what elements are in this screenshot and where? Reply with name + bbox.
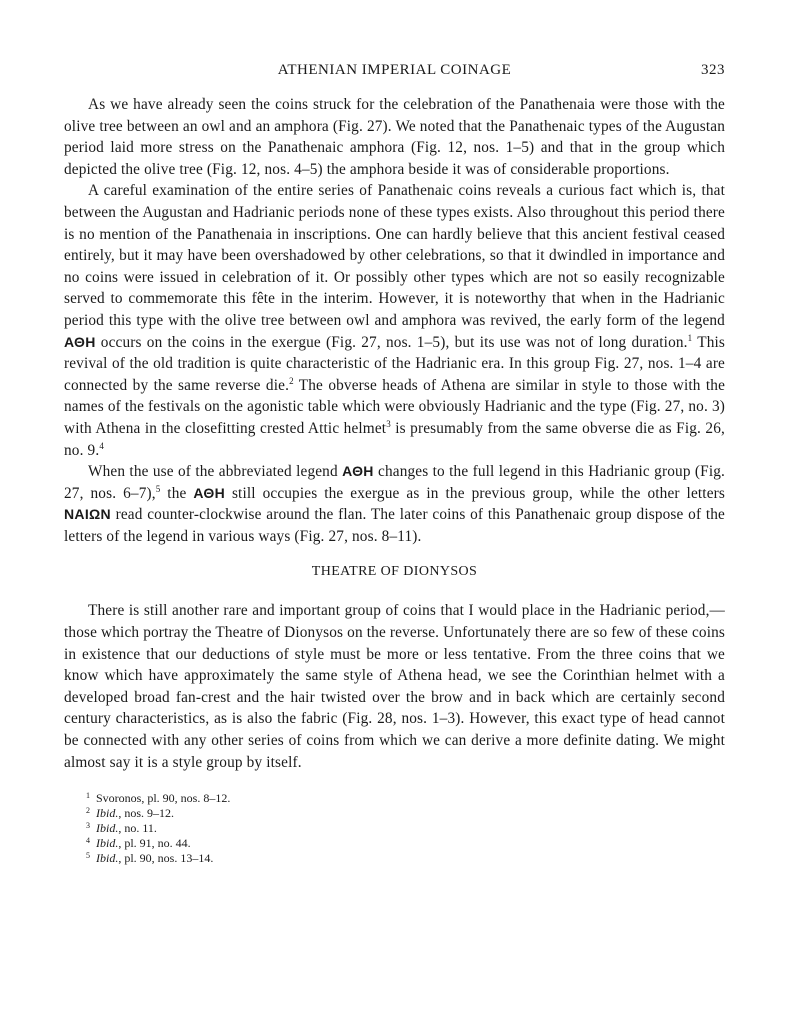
footnote-ref[interactable]: 2 xyxy=(289,375,294,386)
footnote-text: , no. 11. xyxy=(118,821,157,836)
text-run: the xyxy=(160,484,194,502)
footnote: 3 Ibid., no. 11. xyxy=(86,821,157,836)
text-run: read counter-clockwise around the flan. The later coins of this Panathenaic group dispose of the letters of the legend in various ways (Fig. 27, nos. 8–11). xyxy=(64,506,725,545)
text-run: still occupies the exergue as in the previous group, while the other letters xyxy=(225,484,725,502)
text-run: A careful examination of the entire series of Panathenaic coins reveals a curious fact which is, that between the Augustan and Hadrianic periods none of these types exists. Also throughout this period there is no mention of the Panathenaia in inscriptions. One can hardly believe that this ancient festival ceased entirely, but it may have been overshadowed by other celebrations, so that it dwindled in importance and no coins were issued in celebration of it. Or possibly other types which are not so easily recognizable served to commemorate this fête in the interim. However, it is noteworthy that when in the Hadrianic period this type with the olive tree between owl and amphora was revived, the early form of the legend xyxy=(64,182,725,329)
paragraph-abbreviated-legend xyxy=(64,461,725,547)
greek-legend: ΑΘΗ xyxy=(193,484,226,501)
footnote-text: , pl. 90, nos. 13–14. xyxy=(118,851,214,866)
footnotes xyxy=(64,791,725,866)
page xyxy=(64,56,725,866)
footnote: 5 Ibid., pl. 90, nos. 13–14. xyxy=(86,851,214,866)
footnote: 1 Svoronos, pl. 90, nos. 8–12. xyxy=(86,791,231,806)
text-run: occurs on the coins in the exergue (Fig. 27, nos. 1–5), but its use was not of long duration. xyxy=(95,333,688,351)
footnote-text: Svoronos, pl. 90, nos. 8–12. xyxy=(96,791,231,806)
footnote-ibid: Ibid. xyxy=(96,836,119,851)
footnote-ref[interactable]: 4 xyxy=(99,440,104,451)
footnote: 4 Ibid., pl. 91, no. 44. xyxy=(86,836,191,851)
greek-legend: ΑΘΗ xyxy=(64,333,96,350)
footnote-ref[interactable]: 3 xyxy=(386,418,391,429)
text-run: This revival of the old tradition is quite characteristic of the Hadrianic era. In this group Fig. 27, nos. 1–4 are connected by the same reverse die. xyxy=(64,333,725,394)
footnote: 2 Ibid., nos. 9–12. xyxy=(86,806,175,821)
page-number: 323 xyxy=(701,62,725,78)
main-text xyxy=(64,94,725,773)
footnote-ref[interactable]: 5 xyxy=(155,483,161,494)
section-heading: THEATRE OF DIONYSOS xyxy=(311,564,478,580)
text-run: When the use of the abbreviated legend xyxy=(88,463,343,481)
footnote-ref[interactable]: 1 xyxy=(687,332,693,343)
page-header xyxy=(64,56,725,78)
paragraph-careful-examination xyxy=(64,180,725,461)
footnote-ibid: Ibid. xyxy=(96,821,119,836)
greek-legend: ΑΘΗ xyxy=(342,463,374,480)
text-run: is presumably from the same obverse die as Fig. 26, no. 9. xyxy=(64,419,725,459)
running-title: ATHENIAN IMPERIAL COINAGE xyxy=(277,62,512,78)
text-run: changes to the full legend in this Hadrianic group (Fig. 27, nos. 6–7), xyxy=(64,463,725,502)
footnote-ibid: Ibid. xyxy=(96,851,119,866)
footnote-text: , pl. 91, no. 44. xyxy=(118,836,191,851)
paragraph-panathenaia-types: As we have already seen the coins struck for the celebration of the Panathenaia were those with the olive tree between an owl and an amphora (Fig. 27). We noted that the Panathenaic types of the Augustan period laid more stress on the Panathenaic amphora (Fig. 12, nos. 1–5) and that in the group which depicted the olive tree (Fig. 12, nos. 4–5) the amphora beside it was of considerable proportions. xyxy=(64,96,725,178)
footnote-text: , nos. 9–12. xyxy=(118,806,175,821)
text-run: The obverse heads of Athena are similar in style to those with the names of the festivals on the agonistic table which were obviously Hadrianic and the type (Fig. 27, no. 3) with Athena in the closefitting crested Attic helmet xyxy=(64,376,726,437)
greek-legend: ΝΑΙΩΝ xyxy=(64,506,111,523)
paragraph-theatre-of-dionysos: There is still another rare and important group of coins that I would place in the Hadrianic period,—those which portray the Theatre of Dionysos on the reverse. Unfortunately there are so few of these coins in existence that our deductions of style must be more or less tentative. From the three coins that we know which have approximately the same style of Athena head, we see the Corinthian helmet with a developed broad fan-crest and the hair twisted over the brow and in back which are certainly second century characteristics, as is also the fabric (Fig. 28, nos. 1–3). However, this exact type of head cannot be connected with any other series of coins from which we can derive a more definite dating. We might almost say it is a style group by itself. xyxy=(64,602,725,771)
footnote-ibid: Ibid. xyxy=(96,806,119,821)
